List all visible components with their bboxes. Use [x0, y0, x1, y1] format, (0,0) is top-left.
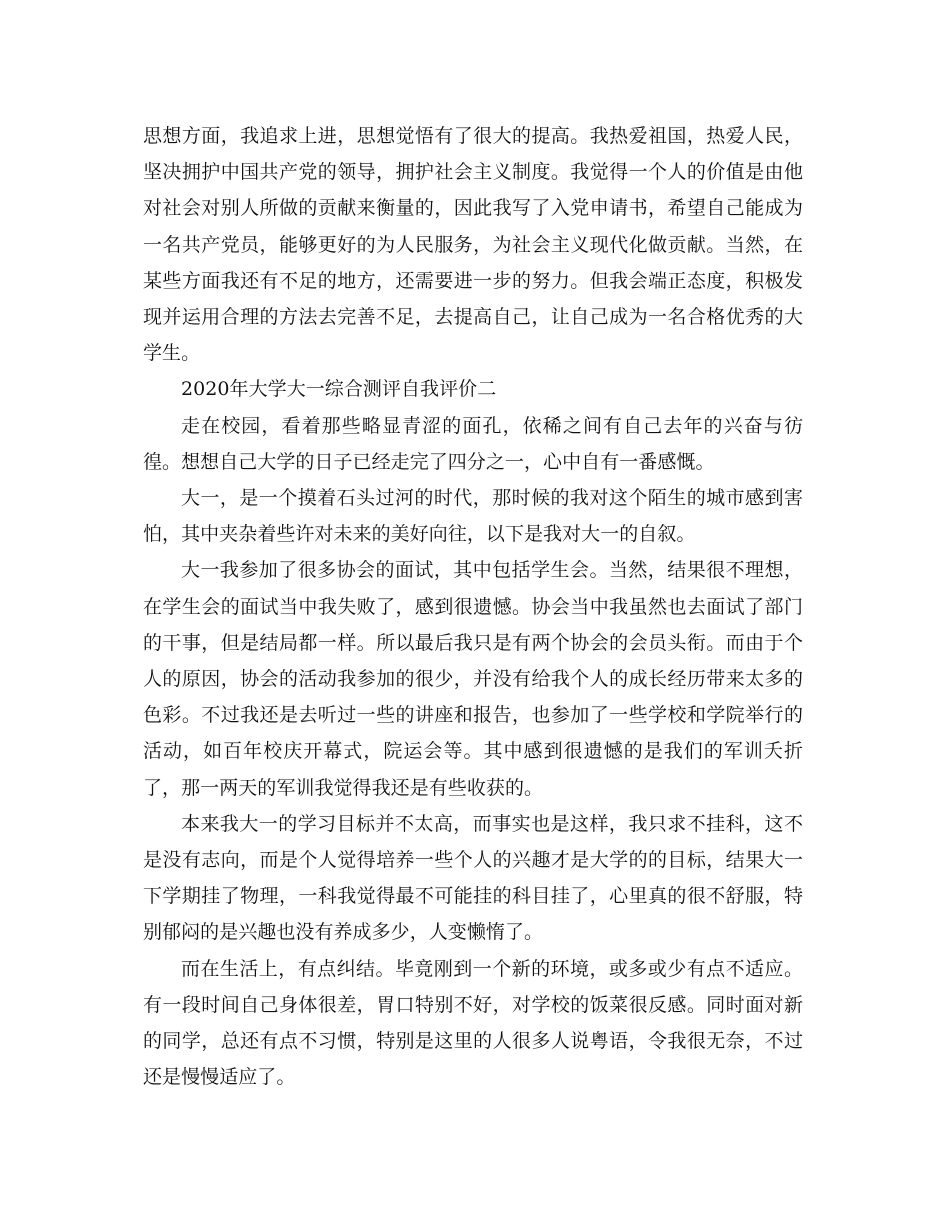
document-body: [143, 118, 803, 1095]
paragraph-associations: 大一我参加了很多协会的面试，其中包括学生会。当然，结果很不理想，在学生会的面试当中我失败了，感到很遗憾。协会当中我虽然也去面试了部门的干事，但是结局都一样。所以最后我只是有两个协会的会员头衔。而由于个人的原因，协会的活动我参加的很少，并没有给我个人的成长经历带来太多的色彩。不过我还是去听过一些的讲座和报告，也参加了一些学校和学院举行的活动，如百年校庆开幕式，院运会等。其中感到很遗憾的是我们的军训夭折了，那一两天的军训我觉得我还是有些收获的。: [143, 559, 803, 799]
paragraph-study: 本来我大一的学习目标并不太高，而事实也是这样，我只求不挂科，这不是没有志向，而是个人觉得培养一些个人的兴趣才是大学的的目标，结果大一下学期挂了物理，一科我觉得最不可能挂的科目挂了，心里真的很不舒服，特别郁闷的是兴趣也没有养成多少，人变懒惰了。: [143, 812, 803, 944]
section-heading: 2020年大学大一综合测评自我评价二: [181, 378, 497, 401]
paragraph-life: 而在生活上，有点纠结。毕竟刚到一个新的环境，或多或少有点不适应。有一段时间自己身体很差，胃口特别不好，对学校的饭菜很反感。同时面对新的同学，总还有点不习惯，特别是这里的人很多人说粤语，令我很无奈，不过还是慢慢适应了。: [143, 957, 803, 1089]
paragraph-campus: 走在校园，看着那些略显青涩的面孔，依稀之间有自己去年的兴奋与彷徨。想想自己大学的日子已经走完了四分之一，心中自有一番感慨。: [143, 414, 803, 473]
paragraph-ideology: 思想方面，我追求上进，思想觉悟有了很大的提高。我热爱祖国，热爱人民，坚决拥护中国共产党的领导，拥护社会主义制度。我觉得一个人的价值是由他对社会对别人所做的贡献来衡量的，因此我写了入党申请书，希望自己能成为一名共产党员，能够更好的为人民服务，为社会主义现代化做贡献。当然，在某些方面我还有不足的地方，还需要进一步的努力。但我会端正态度，积极发现并运用合理的方法去完善不足，去提高自己，让自己成为一名合格优秀的大学生。: [143, 125, 803, 365]
paragraph-freshman-year: 大一，是一个摸着石头过河的时代，那时候的我对这个陌生的城市感到害怕，其中夹杂着些许对未来的美好向往，以下是我对大一的自叙。: [143, 487, 803, 546]
